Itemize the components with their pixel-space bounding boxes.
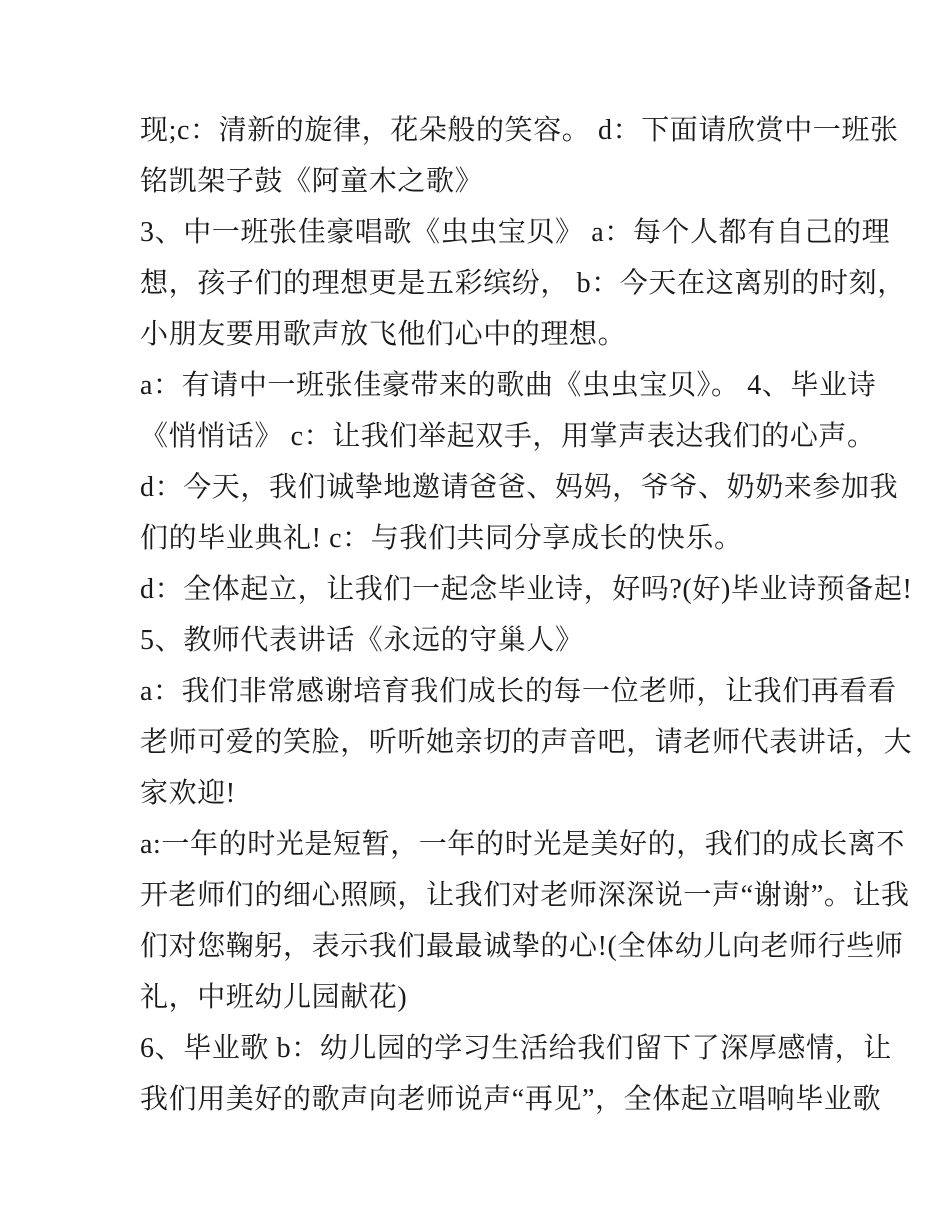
text-line: 我们用美好的歌声向老师说声“再见”，全体起立唱响毕业歌 [140,1084,882,1115]
document-text-block [140,105,913,1125]
text-line: a：我们非常感谢培育我们成长的每一位老师，让我们再看看 [140,676,897,707]
text-line: 3、中一班张佳豪唱歌《虫虫宝贝》 a：每个人都有自己的理 [140,217,891,248]
text-line: a：有请中一班张佳豪带来的歌曲《虫虫宝贝》。 4、毕业诗 [140,370,877,401]
text-line: 5、教师代表讲话《永远的守巢人》 [140,625,584,656]
text-line: 现;c：清新的旋律，花朵般的笑容。 d：下面请欣赏中一班张 [140,115,899,146]
text-line: 们的毕业典礼! c：与我们共同分享成长的快乐。 [140,523,743,554]
text-line: 家欢迎! [140,778,236,809]
text-line: d：全体起立，让我们一起念毕业诗，好吗?(好)毕业诗预备起! [140,574,913,605]
text-line: 想，孩子们的理想更是五彩缤纷， b：今天在这离别的时刻， [140,268,906,299]
text-line: 6、毕业歌 b：幼儿园的学习生活给我们留下了深厚感情，让 [140,1033,892,1064]
text-line: 《悄悄话》 c：让我们举起双手，用掌声表达我们的心声。 [140,421,876,452]
text-line: a:一年的时光是短暂，一年的时光是美好的，我们的成长离不 [140,829,906,860]
text-line: 礼，中班幼儿园献花) [140,982,408,1013]
text-line: 开老师们的细心照顾，让我们对老师深深说一声“谢谢”。让我 [140,880,910,911]
text-line: 小朋友要用歌声放飞他们心中的理想。 [140,319,627,350]
text-line: d：今天，我们诚挚地邀请爸爸、妈妈，爷爷、奶奶来参加我 [140,472,899,503]
text-line: 铭凯架子鼓《阿童木之歌》 [140,166,484,197]
text-line: 老师可爱的笑脸，听听她亲切的声音吧，请老师代表讲话，大 [140,727,913,758]
text-line: 们对您鞠躬，表示我们最最诚挚的心!(全体幼儿向老师行些师 [140,931,904,962]
